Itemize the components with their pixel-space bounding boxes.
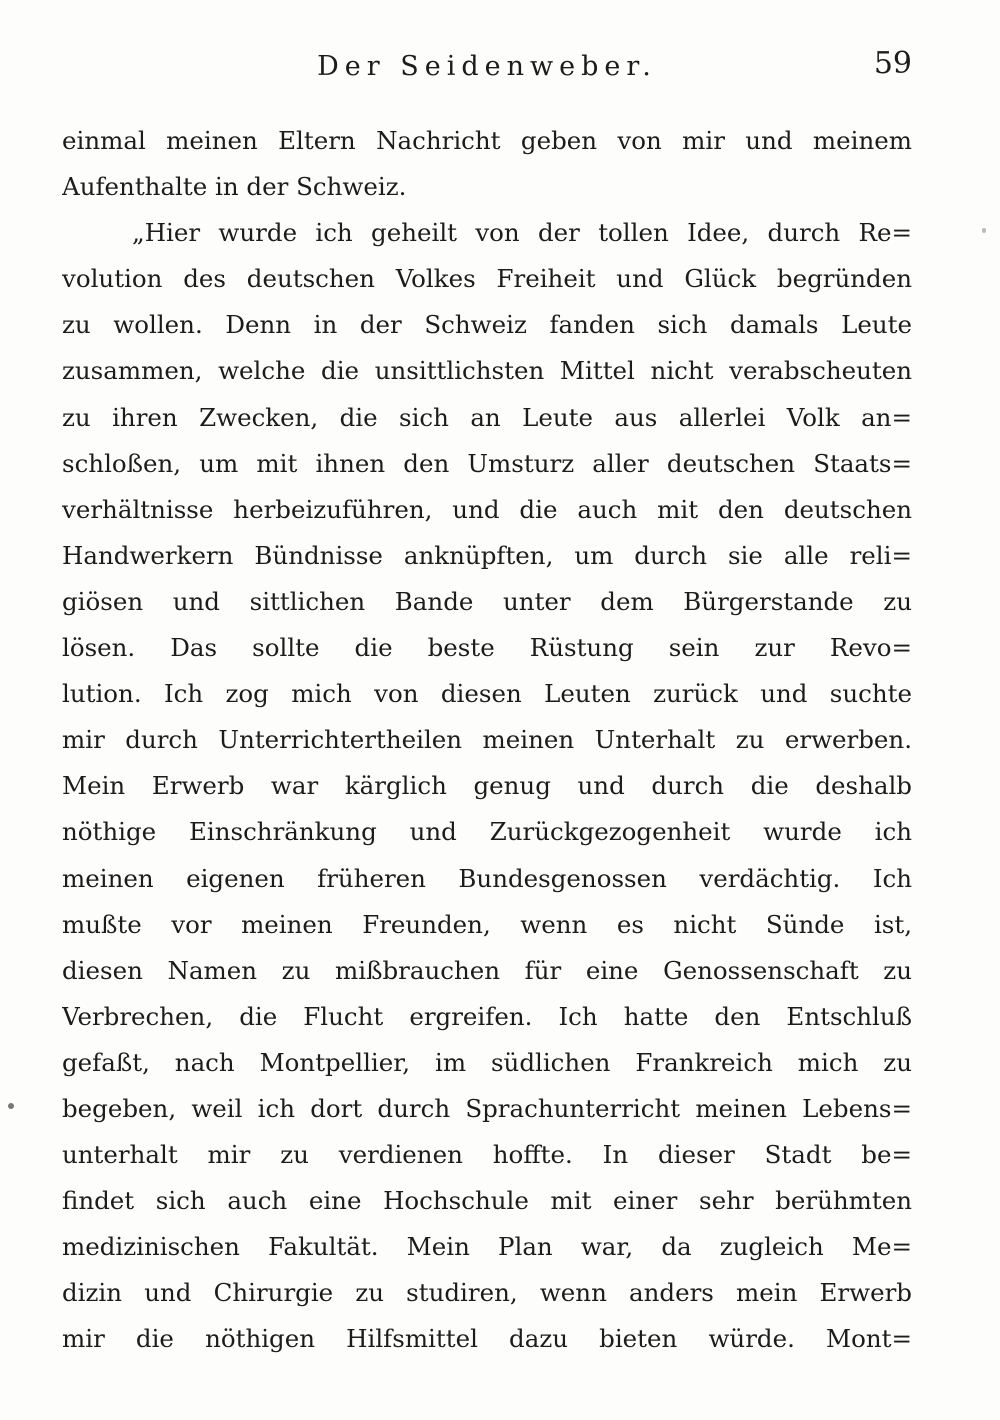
text-line: mußte vor meinen Freunden, wenn es nicht Sünde ist, xyxy=(62,909,912,939)
page-number: 59 xyxy=(873,46,912,81)
text-line: verhältnisse herbeizuführen, und die auch mit den deutschen xyxy=(62,494,912,524)
text-line: begeben, weil ich dort durch Sprachunterricht meinen Lebens= xyxy=(62,1093,912,1123)
body-text xyxy=(62,118,912,1363)
text-line: medizinischen Fakultät. Mein Plan war, da zugleich Me= xyxy=(62,1232,912,1262)
text-line: mir durch Unterrichtertheilen meinen Unterhalt zu erwerben. xyxy=(62,725,912,755)
text-line: einmal meinen Eltern Nachricht geben von mir und meinem xyxy=(62,126,912,155)
text-line: zu wollen. Denn in der Schweiz fanden sich damals Leute xyxy=(62,310,912,340)
text-line: Aufenthalte in der Schweiz. xyxy=(62,172,407,202)
text-line: zusammen, welche die unsittlichsten Mittel nicht verabscheuten xyxy=(62,356,912,386)
text-line: findet sich auch eine Hochschule mit einer sehr berühmten xyxy=(62,1186,912,1216)
text-line: gefaßt, nach Montpellier, im südlichen Frankreich mich zu xyxy=(62,1047,912,1077)
text-line: dizin und Chirurgie zu studiren, wenn anders mein Erwerb xyxy=(62,1278,912,1308)
text-line: Verbrechen, die Flucht ergreifen. Ich hatte den Entschluß xyxy=(62,1001,912,1031)
text-line: Mein Erwerb war kärglich genug und durch die deshalb xyxy=(62,771,912,801)
margin-speck xyxy=(982,228,986,233)
text-line: unterhalt mir zu verdienen hoffte. In dieser Stadt be= xyxy=(62,1140,912,1170)
running-title: Der Seidenweber. xyxy=(317,51,657,82)
text-line: diesen Namen zu mißbrauchen für eine Genossenschaft zu xyxy=(62,955,912,985)
text-line: lösen. Das sollte die beste Rüstung sein zur Revo= xyxy=(62,633,912,663)
text-line: zu ihren Zwecken, die sich an Leute aus allerlei Volk an= xyxy=(62,402,912,432)
text-line: lution. Ich zog mich von diesen Leuten zurück und suchte xyxy=(62,679,912,709)
text-line: schloßen, um mit ihnen den Umsturz aller deutschen Staats= xyxy=(62,448,912,478)
text-line: Handwerkern Bündnisse anknüpften, um durch sie alle reli= xyxy=(62,540,912,570)
page-header xyxy=(62,42,912,92)
text-line: volution des deutschen Volkes Freiheit und Glück begründen xyxy=(62,264,912,294)
text-line: „Hier wurde ich geheilt von der tollen Idee, durch Re= xyxy=(132,218,912,248)
text-line: mir die nöthigen Hilfsmittel dazu bieten würde. Mont= xyxy=(62,1324,912,1354)
text-line: nöthige Einschränkung und Zurückgezogenheit wurde ich xyxy=(62,817,912,847)
text-line: giösen und sittlichen Bande unter dem Bürgerstande zu xyxy=(62,586,912,616)
text-line: meinen eigenen früheren Bundesgenossen verdächtig. Ich xyxy=(62,863,912,893)
margin-speck xyxy=(8,1103,14,1109)
